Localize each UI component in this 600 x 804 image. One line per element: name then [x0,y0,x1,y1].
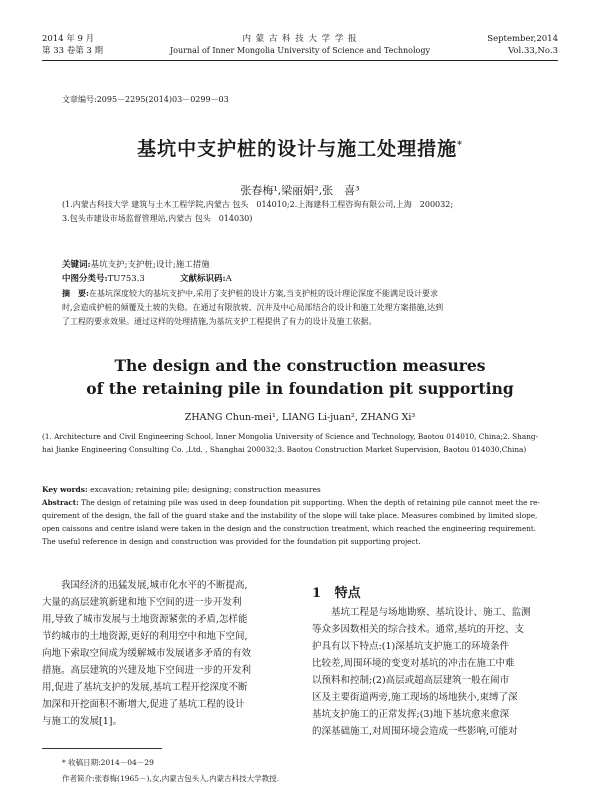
cn-title-text: 基坑中支护桩的设计与施工处理措施 [137,138,458,160]
body-left-line: 向地下索取空间成为缓解城市发展诸多矛盾的有效 [42,648,252,659]
en-abstract-1 [42,496,562,509]
body-right-column [312,604,560,740]
en-authors: ZHANG Chun-mei¹, LIANG Li-juan², ZHANG Xi³ [184,412,416,423]
footnote-rule [42,748,162,749]
en-abstract-line: The design of retaining pile was used in deep foundation pit supporting. When the depth of retaining pile cannot meet the re- [81,498,540,507]
journal-month-en: September,2014 [487,34,558,44]
body-right-line: 护具有以下特点:(1)深基坑支护施工的环境条件 [312,641,510,652]
body-right-line: 等众多因数相关的综合技术。通常,基坑的开挖、支 [312,624,525,635]
cn-abstract-2: 时,会造成护桩的倾覆及土坡的失稳。在通过有限放坡、沉井及中心局部结合的设计和施工处理方案措施,达到 [62,303,444,312]
body-right-line: 比较差,周围环境的变变对基坑的冲击在施工中难 [312,658,515,669]
cn-abstract-label: 摘 要: [62,288,89,298]
cn-keywords [62,259,210,272]
en-title-line-1: The design and the construction measures [114,356,486,375]
journal-vol-en: Vol.33,No.3 [508,46,558,56]
body-left-line: 加深和开挖面积不断增大,促进了基坑工程的设计 [42,699,245,710]
journal-volume: 第 33 卷第 3 期 [42,46,104,56]
body-left-line: 用,导致了城市发展与土地资源紧张的矛盾,怎样能 [42,614,248,625]
cn-keywords-text: 基坑支护;支护桩;设计;施工措施 [90,260,210,270]
en-abstract-4: The useful reference in design and construction was provided for the foundation pit supporting project. [42,537,421,546]
en-abstract-2: quirement of the design, the fall of the guard stake and the instability of the slope will take place. Measures combined by limited slope, [42,511,538,520]
journal-date: 2014 年 9 月 [42,34,95,44]
en-keywords [42,483,321,496]
cn-affiliation-2: 3.包头市建设市场监督管理站,内蒙古 包头 014030) [62,214,253,223]
body-right-line: 的深基础施工,对周围环境会造成一些影响,可能对 [312,726,518,737]
article-number: 文章编号:2095－2295(2014)03－0299－03 [62,95,229,104]
cn-title [0,134,600,161]
clc-value: TU753.3 [107,274,145,284]
journal-name-cn: 内 蒙 古 科 技 大 学 学 报 [242,34,358,44]
cn-keywords-label: 关键词: [62,260,91,270]
body-right-line: 基坑工程是与场地勘察、基坑设计、施工、监测 [331,607,531,618]
body-left-line: 大量的高层建筑新建和地下空间的进一步开发利 [42,597,242,608]
doc-code [180,273,232,286]
body-right-line: 区及主要街道两旁,施工现场的场地狭小,束缚了深 [312,692,518,703]
body-left-line: 措施。高层建筑的兴建及地下空间进一步的开发利 [42,665,252,676]
body-left-line: 我国经济的迅猛发展,城市化水平的不断提高, [61,580,248,591]
body-left-column [42,577,292,730]
en-keywords-label: Key words: [42,485,88,494]
cn-affiliation-1: (1.内蒙古科技大学 建筑与土木工程学院,内蒙古 包头 014010;2.上海建科工程咨询有限公司,上海 200032; [62,200,454,209]
doc-code-value: A [225,274,232,284]
cn-authors: 张春梅¹,梁丽娟²,张 喜³ [240,184,360,197]
body-right-line: 以预料和控制;(2)高层或超高层建筑一般在闹市 [312,675,510,686]
en-abstract-3: open caissons and centre island were taken in the design and the construction treatment, which reached the engineering requirement. [42,524,536,533]
doc-code-label: 文献标识码: [180,274,226,284]
header-rule [42,60,558,61]
cn-abstract-line: 在基坑深度较大的基坑支护中,采用了支护桩的设计方案,当支护桩的设计理论深度不能满足设计要求 [88,289,439,298]
en-affiliation-1: (1. Architecture and Civil Engineering School, Inner Mongolia University of Science and Technology, Baotou 014010, China;2. Shang- [42,432,539,441]
section-number: 1 [312,586,322,601]
journal-name-en: Journal of Inner Mongolia University of Science and Technology [169,46,431,55]
en-title-line-2: of the retaining pile in foundation pit supporting [86,379,514,398]
footnote-received: * 收稿日期:2014－04－29 [62,758,154,767]
en-affiliation-2: hai Jianke Engineering Consulting Co. ,Ltd. , Shanghai 200032;3. Baotou Construction Market Supervision, Baotou 014030,China) [42,445,527,454]
clc-number [62,273,145,286]
clc-label: 中图分类号: [62,274,108,284]
section-title: 特点 [334,586,361,601]
en-keywords-text: excavation; retaining pile; designing; construction measures [90,485,321,494]
body-right-line: 基坑支护施工的正常发挥;(3)地下基坑愈来愈深 [312,709,510,720]
body-left-line: 节约城市的土地资源,更好的利用空中和地下空间, [42,631,248,642]
body-left-line: 与施工的发展[1]。 [42,716,122,727]
body-left-line: 用,促进了基坑支护的发展,基坑工程开挖深度不断 [42,682,248,693]
cn-abstract-3: 了工程的要求效果。通过这样的处理措施,为基坑支护工程提供了有力的设计及施工依据。 [62,317,377,326]
section-heading [312,582,361,601]
en-abstract-label: Abstract: [42,498,79,507]
cn-abstract-1 [62,287,562,300]
cn-title-mark: * [457,140,463,151]
footnote-author: 作者简介:张春梅(1965－),女,内蒙古包头人,内蒙古科技大学教授. [62,774,280,783]
